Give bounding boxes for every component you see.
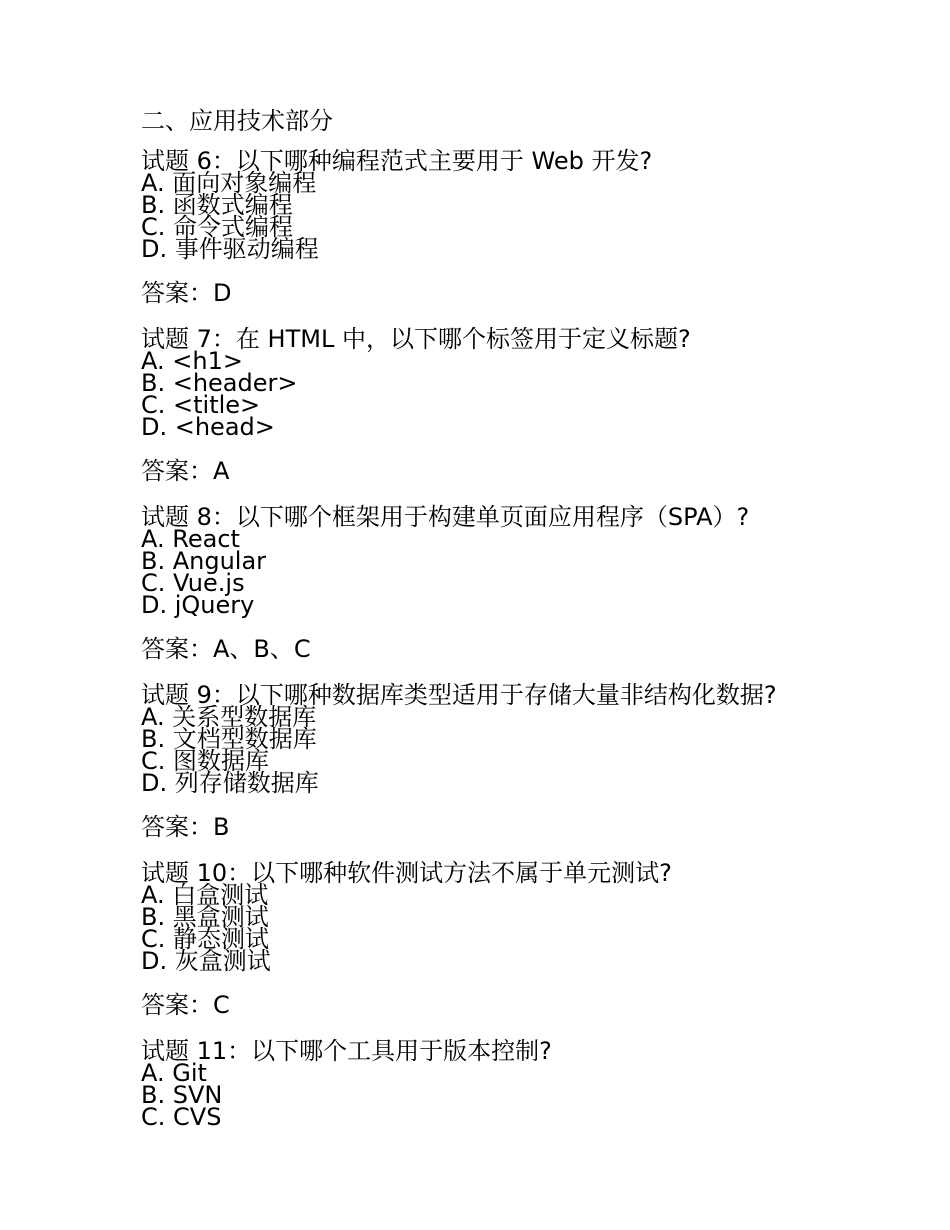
option-c: C. CVS (141, 1103, 222, 1131)
answer-text: 答案：A (141, 457, 230, 485)
answer-text: 答案：A、B、C (141, 635, 311, 663)
option-a: A. 面向对象编程 (141, 169, 317, 197)
option-b: B. SVN (141, 1081, 223, 1109)
question-8 (141, 503, 881, 663)
question-7 (141, 325, 881, 485)
option-c: C. Vue.js (141, 569, 245, 597)
option-b: B. <header> (141, 369, 298, 397)
option-c: C. 命令式编程 (141, 213, 294, 241)
option-list (141, 525, 881, 619)
option-c: C. 静态测试 (141, 925, 270, 953)
question-prompt: 试题 11：以下哪个工具用于版本控制? (141, 1037, 552, 1065)
option-list (141, 1059, 881, 1131)
option-d: D. jQuery (141, 591, 255, 619)
question-prompt: 试题 9：以下哪种数据库类型适用于存储大量非结构化数据? (141, 681, 777, 709)
option-a: A. Git (141, 1059, 207, 1087)
option-list (141, 347, 881, 441)
question-6 (141, 147, 881, 307)
answer-text: 答案：B (141, 813, 230, 841)
option-d: D. 事件驱动编程 (141, 235, 319, 263)
option-d: D. 列存储数据库 (141, 769, 319, 797)
option-d: D. <head> (141, 413, 275, 441)
document-content (141, 106, 881, 1131)
option-b: B. 黑盒测试 (141, 903, 269, 931)
option-c: C. 图数据库 (141, 747, 270, 775)
option-list (141, 881, 881, 975)
option-list (141, 169, 881, 263)
question-11 (141, 1037, 881, 1131)
answer-text: 答案：D (141, 279, 232, 307)
option-list (141, 703, 881, 797)
option-a: A. React (141, 525, 240, 553)
question-prompt: 试题 7：在 HTML 中，以下哪个标签用于定义标题? (141, 325, 691, 353)
question-prompt: 试题 8：以下哪个框架用于构建单页面应用程序（SPA）? (141, 503, 750, 531)
answer-text: 答案：C (141, 991, 230, 1019)
question-prompt: 试题 6：以下哪种编程范式主要用于 Web 开发? (141, 147, 653, 175)
option-a: A. 白盒测试 (141, 881, 269, 909)
option-b: B. 函数式编程 (141, 191, 293, 219)
option-b: B. Angular (141, 547, 267, 575)
section-title: 二、应用技术部分 (141, 107, 333, 135)
option-c: C. <title> (141, 391, 261, 419)
option-a: A. 关系型数据库 (141, 703, 317, 731)
option-d: D. 灰盒测试 (141, 947, 271, 975)
question-9 (141, 681, 881, 841)
question-prompt: 试题 10：以下哪种软件测试方法不属于单元测试? (141, 859, 672, 887)
question-10 (141, 859, 881, 1019)
option-b: B. 文档型数据库 (141, 725, 317, 753)
option-a: A. <h1> (141, 347, 243, 375)
